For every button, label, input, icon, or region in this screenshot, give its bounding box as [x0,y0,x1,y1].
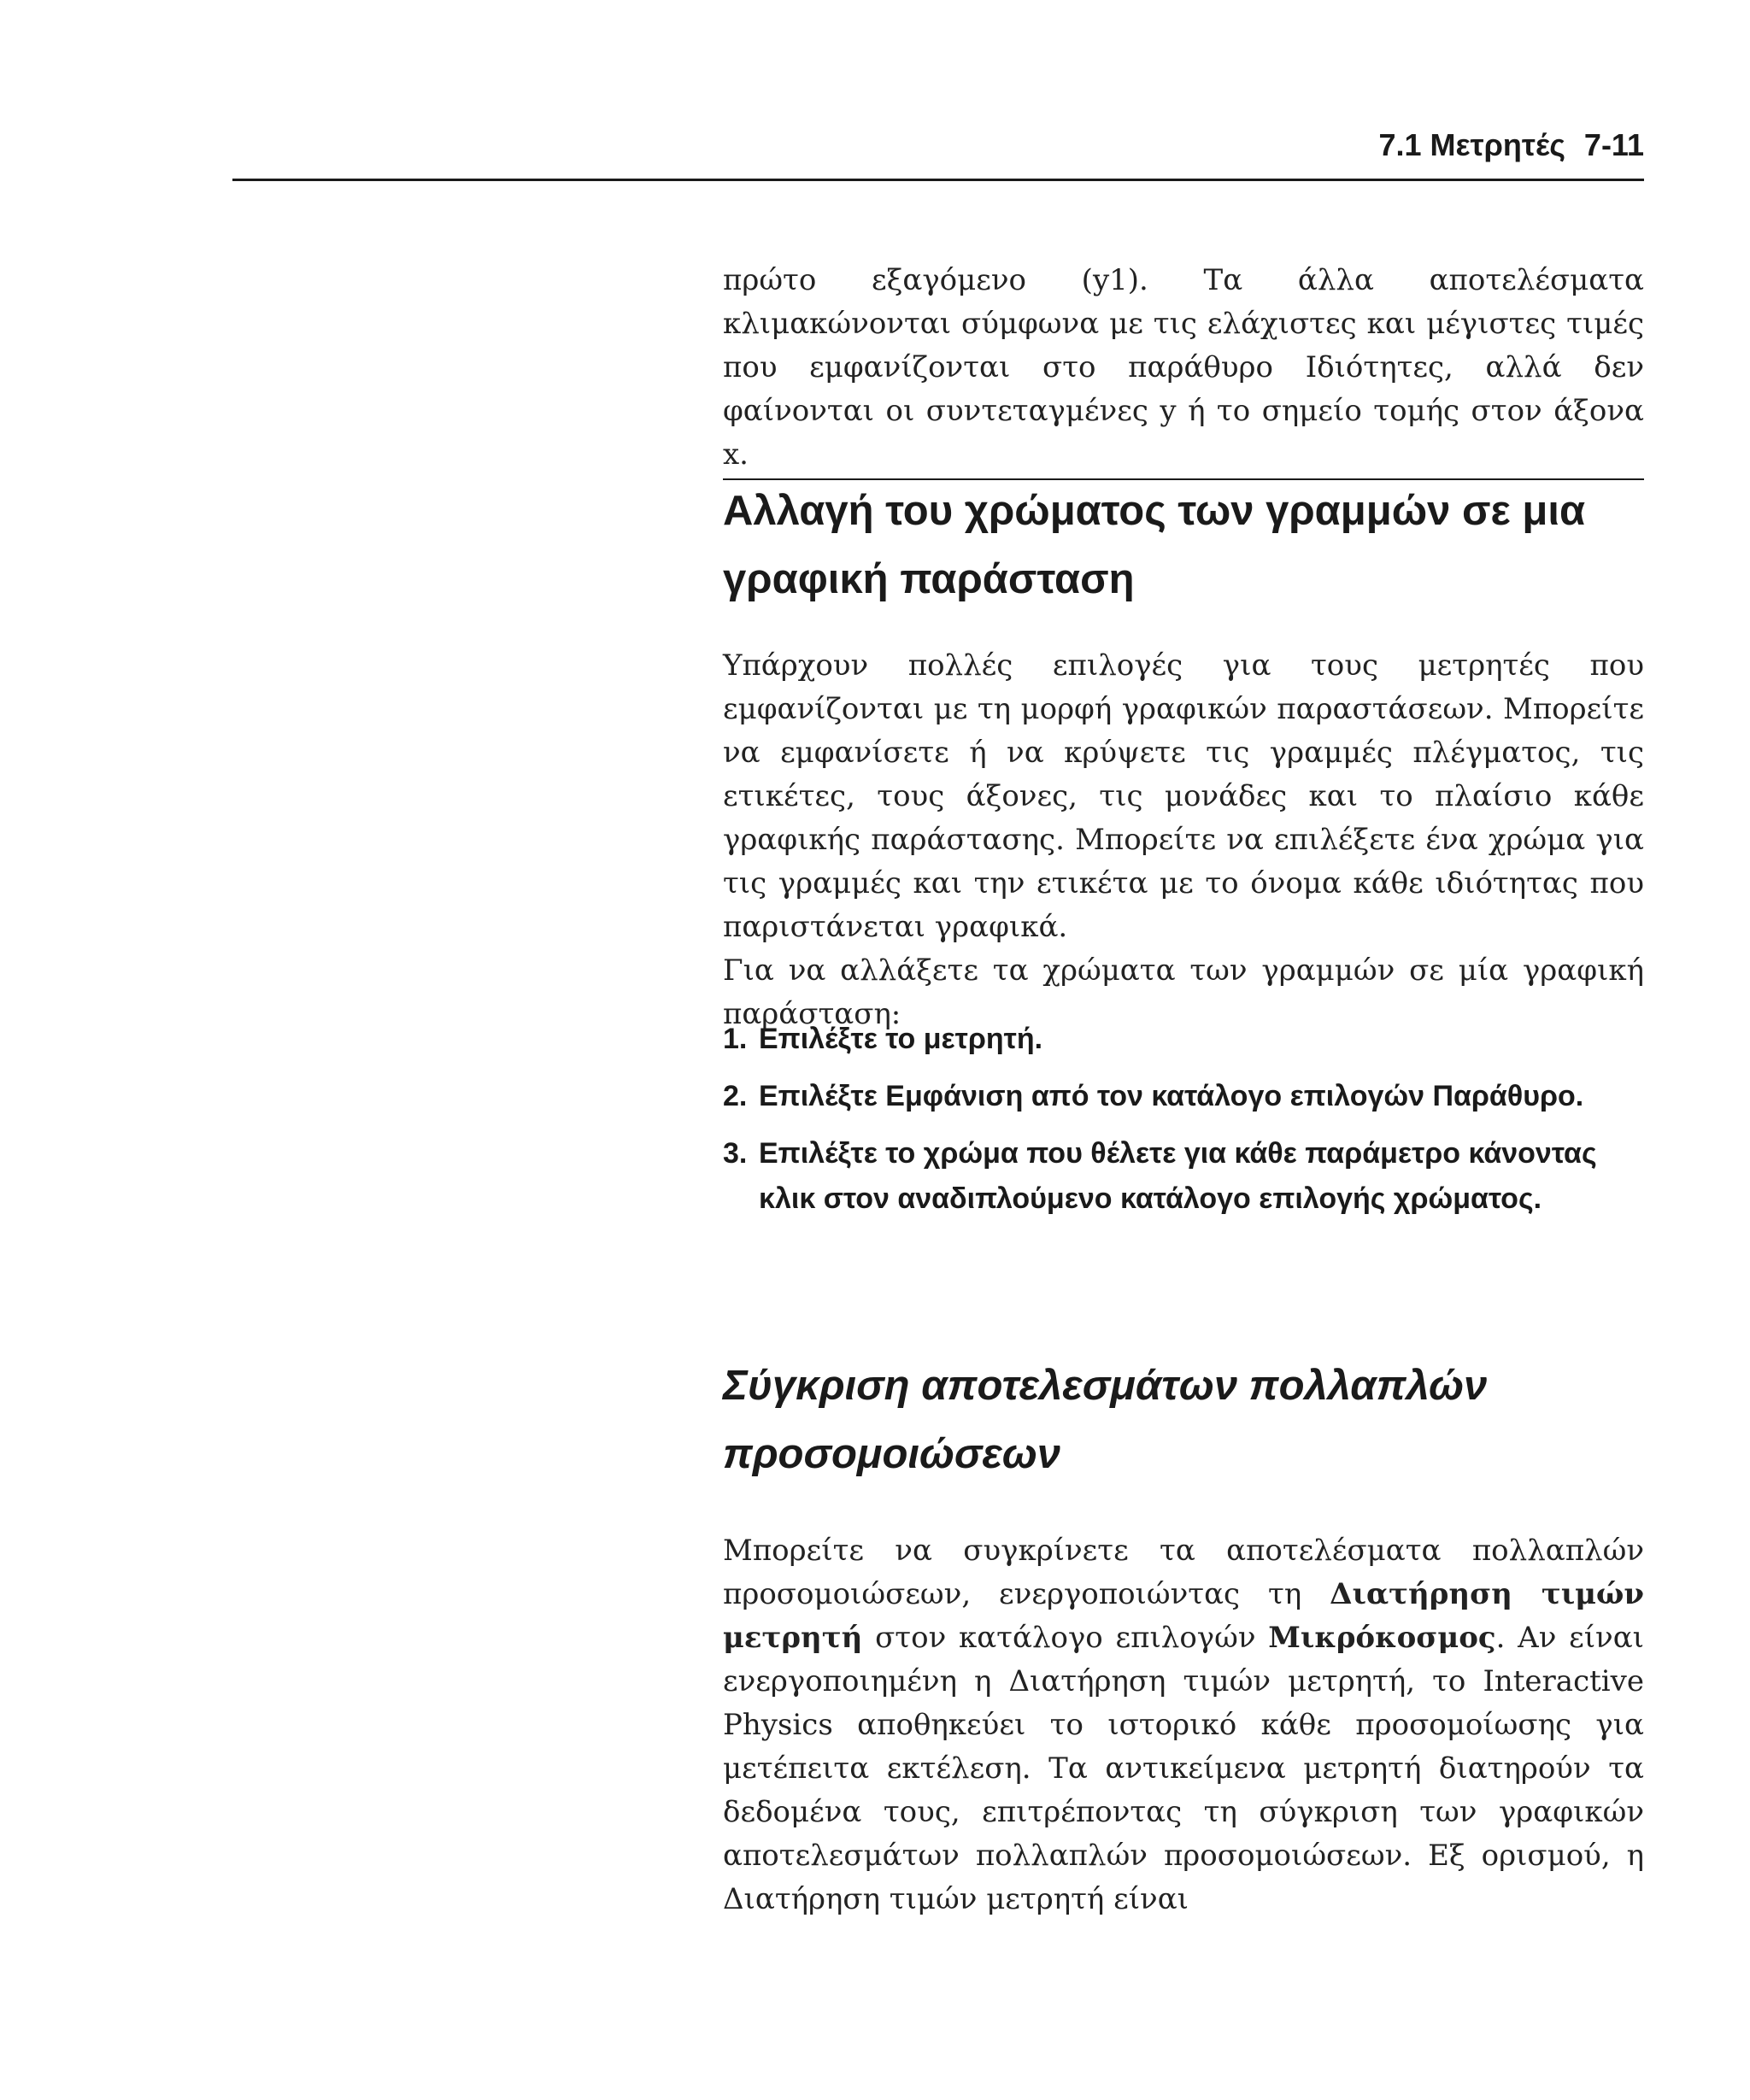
step-text: Επιλέξτε το χρώμα που θέλετε για κάθε παράμετρο κάνοντας κλικ στον αναδιπλούμενο κατάλογο επιλογής χρώματος. [759,1137,1597,1215]
running-header [232,124,1644,167]
step-text: Επιλέξτε το μετρητή. [759,1023,1043,1055]
menu-name: Μικρόκοσμος [1268,1621,1496,1655]
section-color-lines [723,477,1644,613]
step-item [723,1131,1644,1222]
steps-block [723,1017,1644,1222]
text-run: . Αν είναι ενεργοποιημένη η Διατήρηση τιμών μετρητή, το Interactive Physics αποθηκεύει το ιστορικό κάθε προσομοίωσης για μετέπειτα εκτέλεση. Τα αντικείμενα μετρητή διατηρούν τα δεδομένα τους, επιτρέποντας τη σύγκριση των γραφικών αποτελεσμάτων πολλαπλών προσομοιώσεων. Εξ ορισμού, η Διατήρηση τιμών μετρητή είναι [723,1621,1644,1916]
intro-block [723,259,1644,480]
section-title: 7.1 Μετρητές [1378,127,1565,162]
header-rule [232,179,1644,181]
body-paragraph: Υπάρχουν πολλές επιλογές για τους μετρητές που εμφανίζονται με τη μορφή γραφικών παραστάσεων. Μπορείτε να εμφανίσετε ή να κρύψετε τις γραμμές πλέγματος, τις ετικέτες, τους άξονες, τις μονάδες και το πλαίσιο κάθε γραφικής παράστασης. Μπορείτε να επιλέξετε ένα χρώμα για τις γραμμές και την ετικέτα με το όνομα κάθε ιδιότητας που παριστάνεται γραφικά. [723,648,1644,944]
section-color-lines-body [723,644,1644,1036]
text-run: Μπορείτε να συγκρίνετε τα αποτελέσματα πολλαπλών προσομοιώσεων, ενεργοποιώντας τη [723,1534,1644,1611]
section-compare-body [723,1529,1644,1921]
section-heading: Σύγκριση αποτελεσμάτων πολλαπλών προσομοιώσεων [723,1363,1488,1477]
section-compare [723,1352,1644,1488]
step-item [723,1017,1644,1062]
body-paragraph [723,1529,1644,1921]
step-text: Επιλέξτε Εμφάνιση από τον κατάλογο επιλογών Παράθυρο. [759,1080,1584,1112]
step-number: 2. [723,1080,748,1112]
step-number: 1. [723,1023,748,1055]
steps-list [723,1017,1644,1222]
text-run: στον κατάλογο επιλογών [862,1621,1269,1655]
page-number: 7-11 [1583,127,1644,162]
body-paragraph: Για να αλλάξετε τα χρώματα των γραμμών σε μία γραφική παράσταση: [723,953,1644,1031]
step-item [723,1074,1644,1119]
section-heading: Αλλαγή του χρώματος των γραμμών σε μια γραφική παράσταση [723,488,1586,602]
menu-command-name: Διατήρηση τιμών μετρητή [723,1577,1644,1655]
step-number: 3. [723,1137,748,1170]
intro-paragraph: πρώτο εξαγόμενο (y1). Τα άλλα αποτελέσματα κλιμακώνονται σύμφωνα με τις ελάχιστες και μέγιστες τιμές που εμφανίζονται στο παράθυρο Ιδιότητες, αλλά δεν φαίνονται οι συντεταγμένες y ή το σημείο τομής στον άξονα x. [723,259,1644,480]
